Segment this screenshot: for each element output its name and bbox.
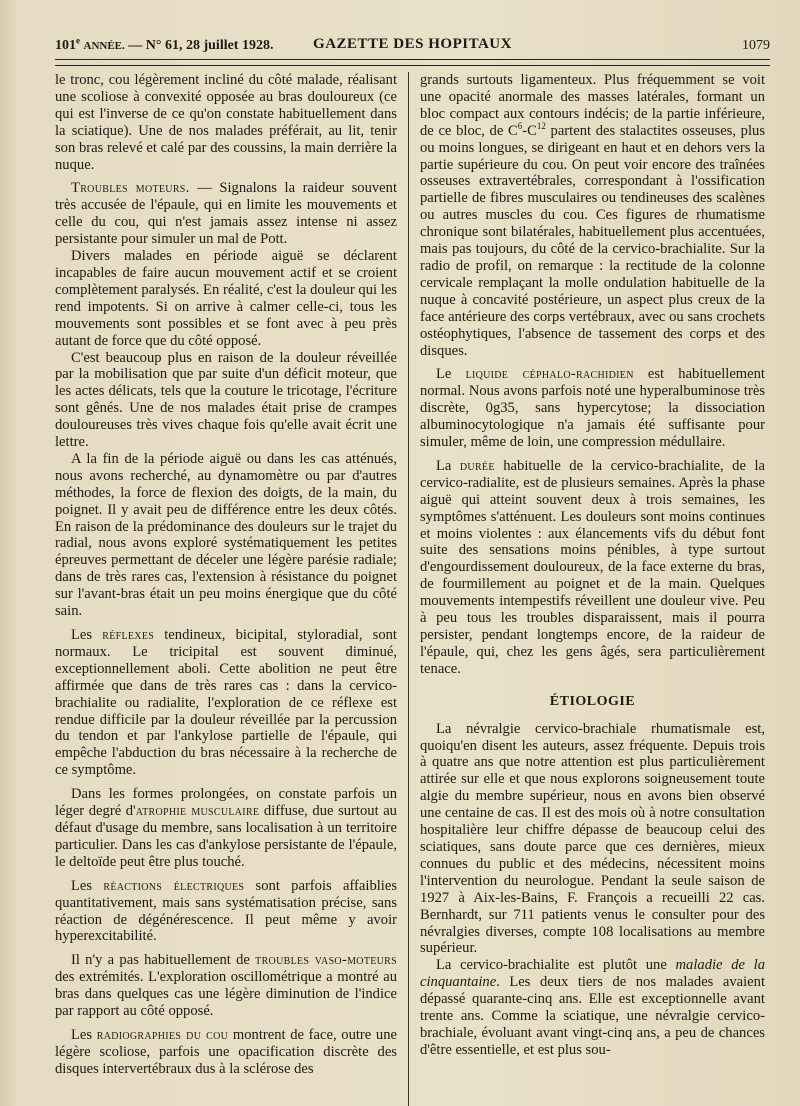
- paragraph: Divers malades en période aiguë se déclarent incapables de faire aucun mouvement actif et se croient complètement paralysés. En réalité, c'est la douleur qui les rend impotents. Si on arrive à calmer celle-ci, tous les mouvements sont possibles et se font avec à peu près autant de force que du côté opposé.: [55, 248, 397, 349]
- section-lead: Troubles moteurs.: [71, 180, 190, 197]
- paragraph: Les radiographies du cou montrent de face, outre une légère scoliose, parfois une opacification discrète des disques intervertébraux dus à la sclérose des: [55, 1026, 397, 1077]
- paragraph: Dans les formes prolongées, on constate parfois un léger degré d'atrophie musculaire diffuse, due surtout au défaut d'usage du membre, sans localisation à un territoire particulier. Dans les cas d'ankylose persistante de l'épaule, le deltoïde peut être plus touché.: [55, 786, 397, 870]
- page-number: 1079: [742, 38, 770, 53]
- section-lead: réactions électriques: [103, 877, 245, 894]
- header-rule-top: [55, 59, 770, 60]
- paragraph: Troubles moteurs. — Signalons la raideur souvent très accusée de l'épaule, qui en limite les mouvements et celle du cou, qui n'est jamais assez intense ni assez persistante pour simuler un mal de Pott.: [55, 180, 397, 248]
- section-lead: réflexes: [102, 627, 155, 643]
- page-header: [55, 36, 770, 56]
- section-lead: radiographies du cou: [96, 1026, 229, 1043]
- paragraph: le tronc, cou légèrement incliné du côté malade, réalisant une scoliose à convexité opposée au bras douloureux (ce qui est l'inverse de ce qu'on constate habituellement dans la sciatique). Une de nos malades préférait, au lit, tenir son bras relevé et calé par des coussins, la main derrière la nuque.: [55, 72, 397, 173]
- emphasis: maladie de la cinquantaine: [420, 957, 765, 991]
- header-rule-bottom: [55, 65, 770, 66]
- left-column: [55, 72, 397, 1106]
- paragraph: Les réactions électriques sont parfois affaiblies quantitativement, mais sans systématisation précise, sans réaction de dégénérescence. Il peut même y avoir hyperexcitabilité.: [55, 877, 397, 945]
- column-divider: [408, 72, 409, 1106]
- right-column: [420, 72, 765, 1106]
- paragraph: Les réflexes tendineux, bicipital, styloradial, sont normaux. Le tricipital est souvent diminué, exceptionnellement aboli. Cette abolition ne peut être affirmée que dans de très rares cas : dans la cervico-brachialite ou radialite, l'exploration de ce réflexe est rendue difficile par la douleur réveillée par la percussion du tendon et par l'ankylose partielle de l'épaule, qui empêche l'abduction du bras nécessaire à la recherche de ce symptôme.: [55, 627, 397, 779]
- issue-info: 101e ANNÉE. — N° 61, 28 juillet 1928.: [55, 35, 274, 53]
- paragraph: A la fin de la période aiguë ou dans les cas atténués, nous avons recherché, au dynamomètre ou par d'autres méthodes, la force de flexion des doigts, de la main, du poignet. Il y avait peu de différence entre les deux côtés. En raison de la prédominance des douleurs sur le trajet du radial, nous avons exploré systématiquement les petites épreuves permettant de déceler une légère parésie radiale; dans de très rares cas, l'extension à résistance du poignet sur l'avant-bras était un peu moins énergique que du côté sain.: [55, 450, 397, 620]
- section-lead: durée: [459, 457, 495, 474]
- paragraph: grands surtouts ligamenteux. Plus fréquemment se voit une opacité anormale des masses latérales, formant un bloc compact aux contours indécis; de la partie inférieure, de ce bloc, de $C^6-C^{12}$ partent des stalactites osseuses, plus ou moins longues, se dirigeant en haut et en dehors vers la partie supérieure du cou. On peut voir encore des traînées osseuses extravertébrales, correspondant à l'ossification partielle de fibres musculaires ou tendineuses des scalènes ou autres muscles du cou. Ces figures de rhumatisme chronique sont bilatérales, habituellement plus accentuées, mais pas toujours, du côté de la cervico-brachialite. Sur la radio de profil, on remarque : la rectitude de la colonne cervicale remplaçant la molle ondulation habituelle de la nuque à concavité postérieure, un aspect plus creux de la face antérieure des corps vertébraux, avec ou sans crochets ostéophytiques, l'absence de tassement des corps et des disques.: [420, 72, 765, 359]
- paragraph: La névralgie cervico-brachiale rhumatismale est, quoiqu'en disent les auteurs, assez fréquente. Depuis trois à quatre ans que notre attention est plus particulièrement attirée sur elle et que nous explorons soigneusement toute algie du membre supérieur, nous en avons bien observé une centaine de cas. Il est des mois où à notre consultation hospitalière leur chiffre dépasse de beaucoup celui des sciatiques, sans doute parce que ces dernières, mieux connues du public et des médecins, nécessitent moins l'intervention du neurologue. Pendant la seule saison de 1927 à Aix-les-Bains, F. François a recueilli 22 cas. Bernhardt, sur 711 patients venus le consulter pour des névralgies diverses, compte 108 localisations au membre supérieur.: [420, 720, 765, 957]
- section-lead: atrophie musculaire: [135, 803, 260, 820]
- section-lead: troubles vaso-moteurs: [255, 952, 397, 969]
- publication-title: GAZETTE DES HOPITAUX: [313, 36, 512, 52]
- paragraph: La durée habituelle de la cervico-brachialite, de la cervico-radialite, est de plusieurs semaines. Après la phase aiguë qui atteint souvent deux à trois semaines, les symptômes s'atténuent. Les douleurs sont moins continues et moins violentes : aux élancements vifs du début font suite des sensations moins pénibles, à type surtout d'engourdissement douloureux, de la face externe du bras, de fourmillement au poignet et de la main. Quelques mouvements intempestifs réveillent une douleur vive. Peu à peu tous les troubles disparaissent, mais il pourra persister, pendant longtemps encore, de la raideur de l'épaule, qui, chez les gens âgés, sera particulièrement tenace.: [420, 457, 765, 677]
- paragraph: La cervico-brachialite est plutôt une maladie de la cinquantaine. Les deux tiers de nos malades avaient dépassé quarante-cinq ans. Elle est exceptionnelle avant trente ans. Comme la sciatique, une névralgie cervico-brachiale, évoluant avant vingt-cinq ans, a peu de chances d'être essentielle, et est plus sou-: [420, 957, 765, 1058]
- paragraph: Il n'y a pas habituellement de troubles vaso-moteurs des extrémités. L'exploration oscillométrique a montré au bras dans quelques cas une légère diminution de l'indice par rapport au côté opposé.: [55, 952, 397, 1020]
- paragraph: Le liquide céphalo-rachidien est habituellement normal. Nous avons parfois noté une hyperalbuminose très discrète, 0g35, sans hypercytose; la dissociation albuminocytologique n'a jamais été suffisante pour simuler, même de loin, une compression médullaire.: [420, 366, 765, 451]
- paragraph: C'est beaucoup plus en raison de la douleur réveillée par la mobilisation que par suite d'un déficit moteur, que les actes délicats, tels que la couture le tricotage, l'écriture sont gênés. Une de nos malades était prise de crampes douloureuses très vives chaque fois qu'elle avait écrit une lettre.: [55, 349, 397, 451]
- section-heading: ÉTIOLOGIE: [549, 693, 636, 709]
- section-lead: liquide céphalo-rachidien: [465, 366, 634, 383]
